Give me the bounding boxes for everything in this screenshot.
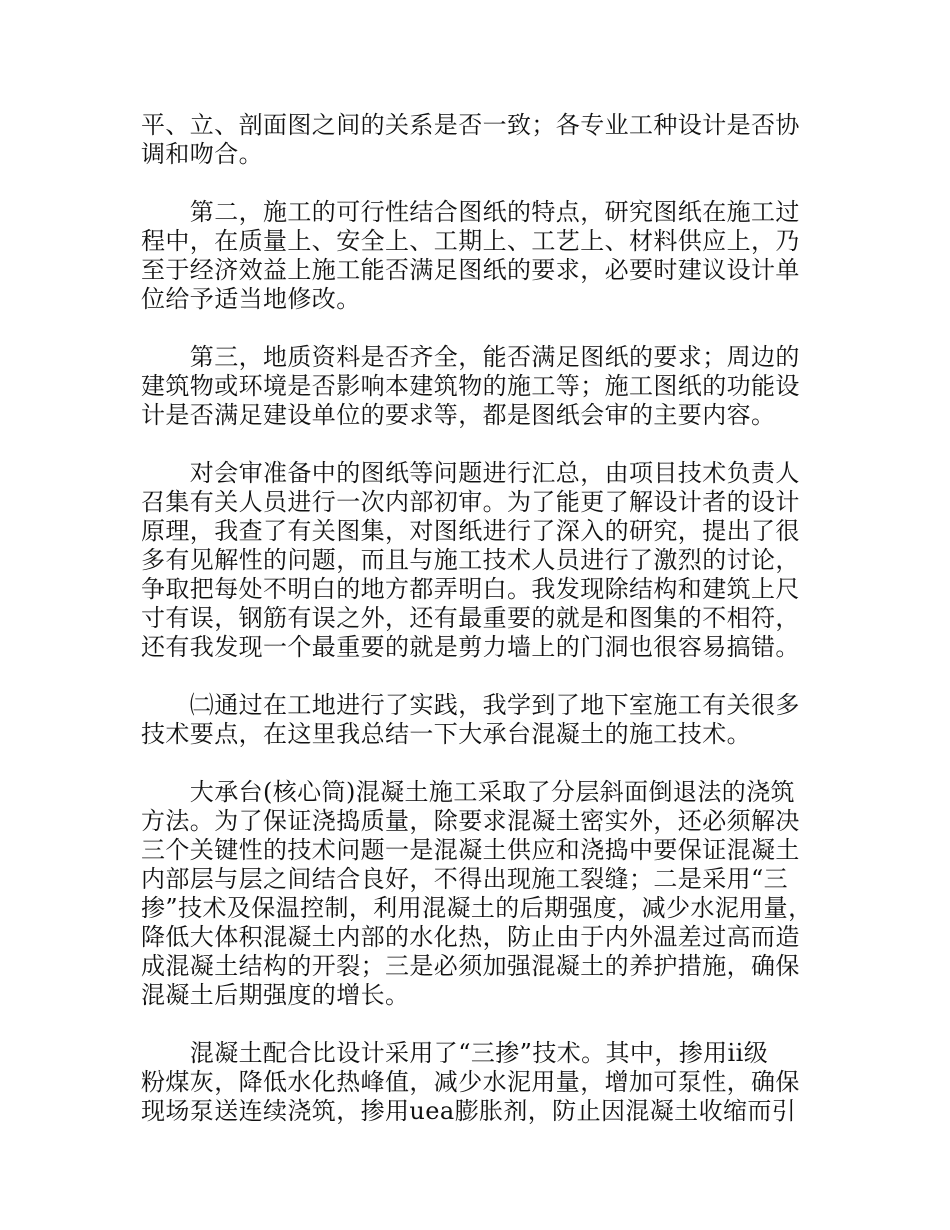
text-line: 内部层与层之间结合良好，不得出现施工裂缝；二是采用“三 [141,865,789,893]
text-line: 原理，我查了有关图集，对图纸进行了深入的研究，提出了很 [141,517,800,545]
text-line: 争取把每处不明白的地方都弄明白。我发现除结构和建筑上尺 [141,575,800,603]
text-line: 程中，在质量上、安全上、工期上、工艺上、材料供应上，乃 [141,227,800,255]
text-line: 大承台(核心筒)混凝土施工采取了分层斜面倒退法的浇筑 [141,778,795,806]
text-line: 计是否满足建设单位的要求等，都是图纸会审的主要内容。 [141,401,776,429]
paragraph-1 [141,111,809,169]
text-line: 第二，施工的可行性结合图纸的特点，研究图纸在施工过 [141,198,800,226]
text-line: 至于经济效益上施工能否满足图纸的要求，必要时建议设计单 [141,256,800,284]
text-line: 混凝土配合比设计采用了“三掺”技术。其中，掺用ii级 [141,1039,769,1067]
text-line: ㈡通过在工地进行了实践，我学到了地下室施工有关很多 [141,691,800,719]
text-line: 技术要点，在这里我总结一下大承台混凝土的施工技术。 [141,720,751,748]
text-line: 现场泵送连续浇筑，掺用uea膨胀剂，防止因混凝土收缩而引 [141,1097,797,1125]
text-line: 混凝土后期强度的增长。 [141,981,410,1009]
paragraph-7 [141,1039,809,1126]
text-line: 寸有误，钢筋有误之外，还有最重要的就是和图集的不相符， [141,604,800,632]
text-line: 召集有关人员进行一次内部初审。为了能更了解设计者的设计 [141,488,800,516]
text-line: 三个关键性的技术问题一是混凝土供应和浇捣中要保证混凝土 [141,836,800,864]
text-line: 降低大体积混凝土内部的水化热，防止由于内外温差过高而造 [141,923,800,951]
text-line: 对会审准备中的图纸等问题进行汇总，由项目技术负责人 [141,459,800,487]
paragraph-2 [141,198,809,314]
text-line: 第三，地质资料是否齐全，能否满足图纸的要求；周边的 [141,343,800,371]
paragraph-4 [141,459,809,662]
text-line: 调和吻合。 [141,140,263,168]
text-line: 多有见解性的问题，而且与施工技术人员进行了激烈的讨论， [141,546,800,574]
text-line: 平、立、剖面图之间的关系是否一致；各专业工种设计是否协 [141,111,800,139]
text-line: 建筑物或环境是否影响本建筑物的施工等；施工图纸的功能设 [141,372,800,400]
paragraph-3 [141,343,809,430]
text-line: 粉煤灰，降低水化热峰值，减少水泥用量，增加可泵性，确保 [141,1068,800,1096]
paragraph-5 [141,691,809,749]
document-body [141,111,813,1155]
paragraph-6 [141,778,813,1010]
text-line: 还有我发现一个最重要的就是剪力墙上的门洞也很容易搞错。 [141,633,800,661]
text-line: 掺”技术及保温控制，利用混凝土的后期强度，减少水泥用量， [141,894,813,922]
text-line: 方法。为了保证浇捣质量，除要求混凝土密实外，还必须解决 [141,807,800,835]
text-line: 位给予适当地修改。 [141,285,361,313]
text-line: 成混凝土结构的开裂；三是必须加强混凝土的养护措施，确保 [141,952,800,980]
